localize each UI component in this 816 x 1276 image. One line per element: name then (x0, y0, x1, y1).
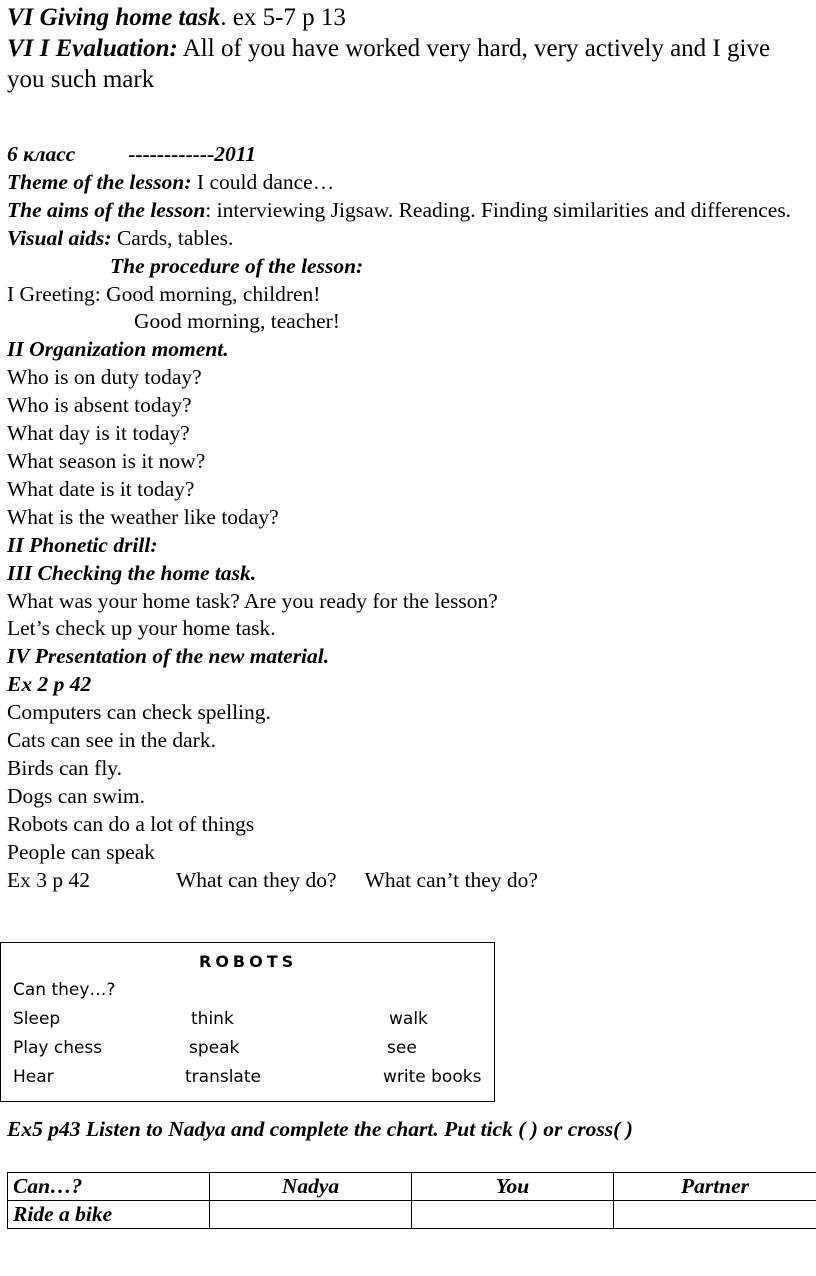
evaluation-text: All of you have worked very hard, very actively and I give you such mark (7, 35, 771, 93)
top-section (7, 2, 812, 95)
table-row (8, 1201, 816, 1229)
evaluation-heading: VI I Evaluation: (7, 35, 178, 62)
ex3-label: Ex 3 p 42 (7, 867, 91, 892)
robots-word: speak (189, 1038, 240, 1058)
organization-question: What season is it now? (7, 448, 206, 473)
robots-title: ROBOTS (199, 952, 298, 971)
phonetic-heading: II Phonetic drill: (7, 532, 158, 557)
visual-aids-label: Visual aids: (7, 225, 112, 250)
ex5-instruction: Ex5 p43 Listen to Nadya and complete the chart. Put tick ( ) or cross( ) (7, 1117, 633, 1141)
organization-question: What day is it today? (7, 421, 190, 446)
table-header-cell: Partner (614, 1173, 816, 1201)
table-header-cell: Can…? (8, 1173, 210, 1201)
robots-word: walk (389, 1009, 428, 1029)
robots-word: Sleep (13, 1009, 61, 1029)
theme-text: I could dance… (191, 169, 335, 194)
visual-aids-text: Cards, tables. (111, 225, 234, 250)
lesson-plan (7, 141, 812, 894)
robots-word: Hear (13, 1067, 54, 1087)
ex2-sentence: Cats can see in the dark. (7, 728, 216, 753)
table-cell: Ride a bike (8, 1201, 210, 1229)
table-header-row (8, 1173, 816, 1201)
organization-question: Who is on duty today? (7, 365, 202, 390)
ex3-question-1: What can they do? (176, 867, 337, 892)
organization-heading: II Organization moment. (7, 337, 229, 362)
checking-heading: III Checking the home task. (7, 560, 257, 585)
procedure-heading: The procedure of the lesson: (110, 253, 364, 278)
home-task-text: . ex 5-7 p 13 (220, 4, 346, 31)
theme-label: Theme of the lesson: (7, 169, 192, 194)
presentation-heading: IV Presentation of the new material. (7, 644, 330, 669)
table-header-cell: You (412, 1173, 614, 1201)
robots-box (0, 942, 495, 1102)
ex2-heading: Ex 2 p 42 (7, 672, 92, 697)
organization-question: What date is it today? (7, 476, 195, 501)
grade-label: 6 класс (7, 142, 76, 166)
greeting-line-1: I Greeting: Good morning, children! (7, 281, 321, 306)
ex2-sentence: Computers can check spelling. (7, 700, 271, 725)
grade-date-line (7, 141, 812, 169)
robots-word: see (387, 1038, 417, 1058)
aims-line (7, 197, 812, 225)
home-task-line (7, 2, 812, 33)
ex2-sentence: Robots can do a lot of things (7, 811, 255, 836)
ex2-sentence: Birds can fly. (7, 755, 123, 780)
ability-chart-table (7, 1172, 816, 1229)
robots-word: write books (383, 1067, 482, 1087)
aims-label: The aims of the lesson (7, 197, 206, 222)
robots-word: translate (185, 1067, 261, 1087)
table-header-cell: Nadya (210, 1173, 412, 1201)
organization-question: Who is absent today? (7, 393, 192, 418)
ex3-question-2: What can’t they do? (364, 867, 538, 892)
home-task-heading: VI Giving home task (7, 4, 221, 31)
theme-line (7, 169, 812, 197)
robots-word: think (191, 1009, 234, 1029)
visual-aids-line (7, 225, 812, 253)
greeting-line-2: Good morning, teacher! (134, 309, 340, 334)
table-cell-you[interactable] (412, 1201, 614, 1229)
ex3-line (7, 867, 812, 895)
table-cell-partner[interactable] (614, 1201, 816, 1229)
checking-line-2: Let’s check up your home task. (7, 616, 276, 641)
robots-word: Play chess (13, 1038, 103, 1058)
organization-question: What is the weather like today? (7, 504, 279, 529)
aims-text: : interviewing Jigsaw. Reading. Finding similarities and differences. (205, 197, 792, 222)
evaluation-line (7, 33, 812, 95)
checking-line-1: What was your home task? Are you ready for the lesson? (7, 588, 498, 613)
table-cell-nadya[interactable] (210, 1201, 412, 1229)
ex2-sentence: People can speak (7, 839, 156, 864)
ex2-sentence: Dogs can swim. (7, 783, 145, 808)
lesson-date: ------------2011 (128, 142, 257, 166)
robots-prompt: Can they…? (13, 980, 116, 1000)
